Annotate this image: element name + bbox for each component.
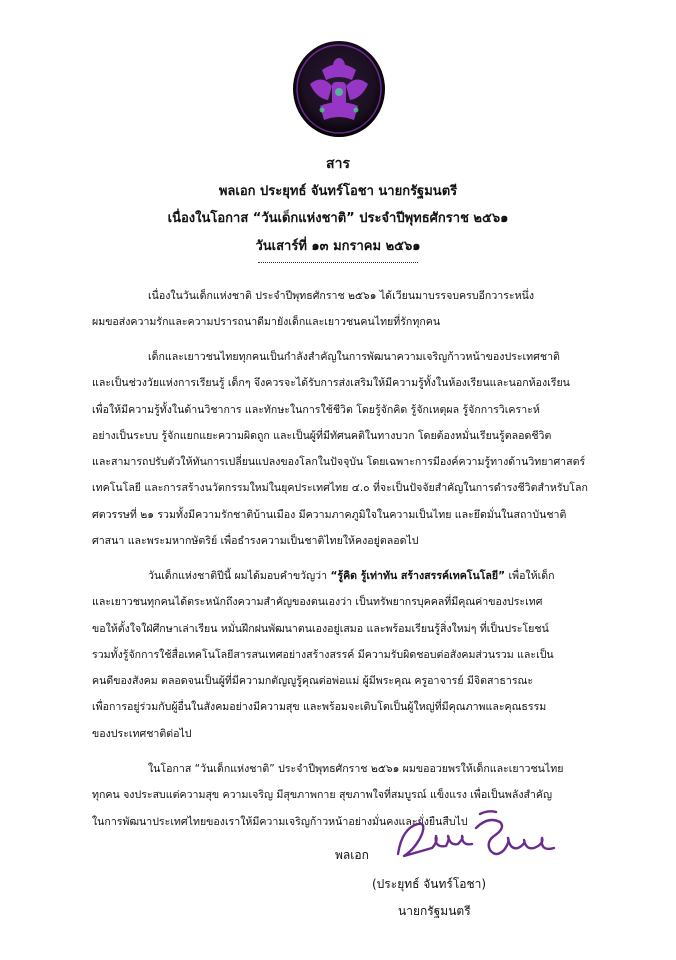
message-title: สาร xyxy=(326,156,350,172)
paragraph-2-line: ศาสนา และพระมหากษัตริย์ เพื่อธำรงความเป็นชาติไทยให้คงอยู่ตลอดไป xyxy=(92,535,419,547)
paragraph-3-line: ของประเทศชาติต่อไป xyxy=(92,728,192,740)
paragraph-3-first-line xyxy=(148,569,555,583)
paragraph-3-line: เพื่อการอยู่ร่วมกับผู้อื่นในสังคมอย่างมีความสุข และพร้อมจะเติบโตเป็นผู้ใหญ่ที่มีคุณภาพและคุณธรรม xyxy=(92,701,547,713)
paragraph-2-line: เทคโนโลยี และการสร้างนวัตกรรมใหม่ในยุคประเทศไทย ๔.๐ ที่จะเป็นปัจจัยสำคัญในการดำรงชีวิตสำหรับโลก xyxy=(92,482,588,494)
paragraph-4-line: ในการพัฒนาประเทศไทยของเราให้มีความเจริญก้าวหน้าอย่างมั่นคงและยั่งยืนสืบไป xyxy=(92,816,468,828)
paragraph-3-line: ขอให้ตั้งใจใฝ่ศึกษาเล่าเรียน หมั่นฝึกฝนพัฒนาตนเองอยู่เสมอ และพร้อมเรียนรู้สิ่งใหม่ๆ ที่เป็นประโยชน์ xyxy=(92,623,549,635)
paragraph-3-tail: เพื่อให้เด็ก xyxy=(505,570,555,582)
paragraph-2-line: และสามารถปรับตัวให้ทันการเปลี่ยนแปลงของโลกในปัจจุบัน โดยเฉพาะการมีองค์ความรู้ทางด้านวิทยาศาสตร์ xyxy=(92,456,586,468)
paragraph-3-line: คนดีของสังคม ตลอดจนเป็นผู้ที่มีความกตัญญูรู้คุณต่อพ่อแม่ ผู้มีพระคุณ ครูอาจารย์ มีจิตสาธารณะ xyxy=(92,675,534,687)
paragraph-3-line: รวมทั้งรู้จักการใช้สื่อเทคโนโลยีสารสนเทศอย่างสร้างสรรค์ มีความรับผิดชอบต่อสังคมส่วนรวม และเป็น xyxy=(92,649,554,661)
signature-rank: พลเอก xyxy=(335,848,369,862)
signatory-name: (ประยุทธ์ จันทร์โอชา) xyxy=(372,877,487,891)
signatory-title: นายกรัฐมนตรี xyxy=(398,904,471,918)
date-line: วันเสาร์ที่ ๑๓ มกราคม ๒๕๖๑ xyxy=(255,239,421,254)
dotted-divider xyxy=(258,262,418,263)
paragraph-1-line: เนื่องในวันเด็กแห่งชาติ ประจำปีพุทธศักราช ๒๕๖๑ ได้เวียนมาบรรจบครบอีกวาระหนึ่ง xyxy=(148,290,535,302)
author-line: พลเอก ประยุทธ์ จันทร์โอชา นายกรัฐมนตรี xyxy=(218,184,458,199)
paragraph-2-line: ศตวรรษที่ ๒๑ รวมทั้งมีความรักชาติบ้านเมือง มีความภาคภูมิใจในความเป็นไทย และยึดมั่นในสถาบันชาติ xyxy=(92,509,567,521)
paragraph-2-line: อย่างเป็นระบบ รู้จักแยกแยะความผิดถูก และเป็นผู้ที่มีทัศนคติในทางบวก โดยต้องหมั่นเรียนรู้ตลอดชีวิต xyxy=(92,430,552,442)
paragraph-1-line: ผมขอส่งความรักและความปรารถนาดีมายังเด็กและเยาวชนคนไทยที่รักทุกคน xyxy=(92,316,441,328)
paragraph-2-line: เพื่อให้มีความรู้ทั้งในด้านวิชาการ และทักษะในการใช้ชีวิต โดยรู้จักคิด รู้จักเหตุผล รู้จักการวิเคราะห์ xyxy=(92,404,540,416)
garuda-seal-icon xyxy=(292,40,386,138)
handwritten-signature xyxy=(392,808,562,874)
paragraph-3-lead: วันเด็กแห่งชาติปีนี้ ผมได้มอบคำขวัญว่า xyxy=(148,570,331,582)
paragraph-2-line: เด็กและเยาวชนไทยทุกคนเป็นกำลังสำคัญในการพัฒนาความเจริญก้าวหน้าของประเทศชาติ xyxy=(148,351,560,363)
children-day-motto: “รู้คิด รู้เท่าทัน สร้างสรรค์เทคโนโลยี” xyxy=(330,570,506,582)
occasion-line: เนื่องในโอกาส “วันเด็กแห่งชาติ” ประจำปีพุทธศักราช ๒๕๖๑ xyxy=(167,211,509,226)
paragraph-4-line: ทุกคน จงประสบแต่ความสุข ความเจริญ มีสุขภาพกาย สุขภาพใจที่สมบูรณ์ แข็งแรง เพื่อเป็นพลังสำคัญ xyxy=(92,789,553,801)
paragraph-3-line: และเยาวชนทุกคนได้ตระหนักถึงความสำคัญของตนเองว่า เป็นทรัพยากรบุคคลที่มีคุณค่าของประเทศ xyxy=(92,596,543,608)
paragraph-2-line: และเป็นช่วงวัยแห่งการเรียนรู้ เด็กๆ จึงควรจะได้รับการส่งเสริมให้มีความรู้ทั้งในห้องเรียนและนอกห้องเรียน xyxy=(92,377,570,389)
paragraph-4-line: ในโอกาส “วันเด็กแห่งชาติ” ประจำปีพุทธศักราช ๒๕๖๑ ผมขออวยพรให้เด็กและเยาวชนไทย xyxy=(148,763,564,775)
